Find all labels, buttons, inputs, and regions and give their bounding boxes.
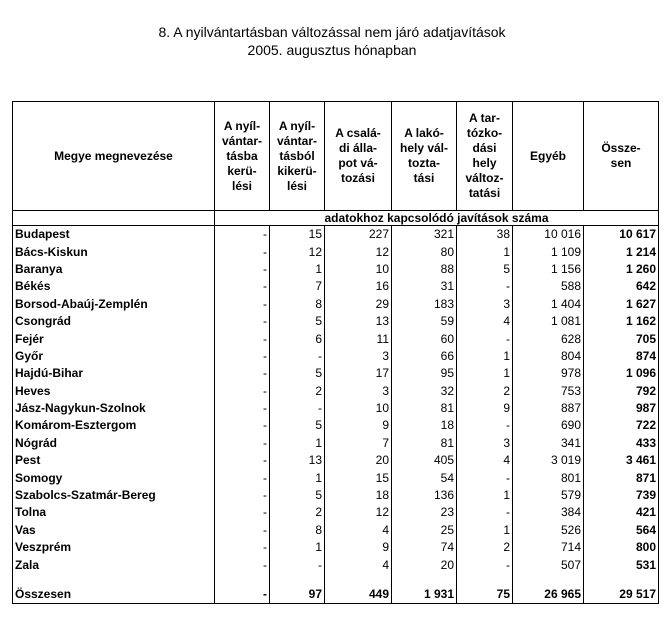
cell-family-status: 9	[325, 539, 392, 556]
cell-family-status: 9	[325, 417, 392, 434]
cell-total: 987	[584, 400, 659, 417]
cell-family-status: 3	[325, 383, 392, 400]
cell-family-status: 4	[325, 522, 392, 539]
cell-stay-change: 9	[457, 400, 513, 417]
cell-registration-exit: 5	[270, 365, 325, 382]
cell-total: 3 461	[584, 452, 659, 469]
cell-total: 421	[584, 504, 659, 521]
cell-other: 1 156	[513, 261, 584, 278]
spacer-cell	[392, 574, 457, 586]
cell-other: 579	[513, 487, 584, 504]
cell-registration-entry: -	[215, 243, 270, 260]
header-county: Megye megnevezése	[13, 102, 215, 211]
table-row	[13, 469, 659, 486]
cell-other: 628	[513, 330, 584, 347]
cell-family-status: 18	[325, 487, 392, 504]
cell-other: 714	[513, 539, 584, 556]
cell-county: Zala	[13, 556, 215, 573]
cell-other: 26 965	[513, 586, 584, 604]
cell-stay-change: 1	[457, 487, 513, 504]
cell-registration-exit: 2	[270, 383, 325, 400]
spacer-row	[13, 574, 659, 586]
cell-residence-change: 321	[392, 226, 457, 244]
cell-total: 792	[584, 383, 659, 400]
cell-residence-change: 32	[392, 383, 457, 400]
cell-total: 1 214	[584, 243, 659, 260]
cell-county: Békés	[13, 278, 215, 295]
cell-county: Pest	[13, 452, 215, 469]
table-row	[13, 487, 659, 504]
cell-registration-entry: -	[215, 383, 270, 400]
cell-registration-entry: -	[215, 261, 270, 278]
cell-residence-change: 59	[392, 313, 457, 330]
spacer-cell	[13, 574, 215, 586]
cell-family-status: 449	[325, 586, 392, 604]
cell-total: 705	[584, 330, 659, 347]
cell-other: 887	[513, 400, 584, 417]
cell-stay-change: 75	[457, 586, 513, 604]
cell-registration-entry: -	[215, 365, 270, 382]
cell-other: 10 016	[513, 226, 584, 244]
cell-county: Csongrád	[13, 313, 215, 330]
cell-registration-exit: 13	[270, 452, 325, 469]
table-body	[13, 226, 659, 604]
cell-stay-change: -	[457, 417, 513, 434]
cell-residence-change: 31	[392, 278, 457, 295]
cell-stay-change: 3	[457, 435, 513, 452]
cell-total: 433	[584, 435, 659, 452]
cell-total: 1 627	[584, 296, 659, 313]
cell-county: Komárom-Esztergom	[13, 417, 215, 434]
cell-registration-exit: 2	[270, 504, 325, 521]
header-stay-change: A tar- tózko- dási hely változ- tatási	[457, 102, 513, 211]
cell-other: 384	[513, 504, 584, 521]
cell-registration-exit: 1	[270, 435, 325, 452]
cell-family-status: 227	[325, 226, 392, 244]
cell-county: Bács-Kiskun	[13, 243, 215, 260]
table-row	[13, 435, 659, 452]
cell-total: 642	[584, 278, 659, 295]
table-row	[13, 383, 659, 400]
cell-stay-change: -	[457, 330, 513, 347]
cell-county: Heves	[13, 383, 215, 400]
cell-stay-change: -	[457, 278, 513, 295]
cell-family-status: 16	[325, 278, 392, 295]
cell-county: Borsod-Abaúj-Zemplén	[13, 296, 215, 313]
cell-residence-change: 88	[392, 261, 457, 278]
cell-county: Vas	[13, 522, 215, 539]
cell-other: 507	[513, 556, 584, 573]
cell-residence-change: 95	[392, 365, 457, 382]
cell-family-status: 12	[325, 243, 392, 260]
cell-registration-entry: -	[215, 400, 270, 417]
cell-stay-change: -	[457, 556, 513, 573]
cell-family-status: 3	[325, 348, 392, 365]
header-residence-change: A lakó- hely vál- tozta- tási	[392, 102, 457, 211]
cell-registration-entry: -	[215, 487, 270, 504]
cell-registration-exit: 1	[270, 469, 325, 486]
spacer-cell	[513, 574, 584, 586]
spacer-cell	[215, 574, 270, 586]
table-row	[13, 226, 659, 244]
cell-other: 1 109	[513, 243, 584, 260]
cell-total: 739	[584, 487, 659, 504]
cell-residence-change: 81	[392, 400, 457, 417]
cell-total: 29 517	[584, 586, 659, 604]
cell-registration-entry: -	[215, 226, 270, 244]
cell-registration-entry: -	[215, 348, 270, 365]
cell-total: 531	[584, 556, 659, 573]
cell-residence-change: 74	[392, 539, 457, 556]
cell-county: Somogy	[13, 469, 215, 486]
cell-registration-exit: 1	[270, 539, 325, 556]
cell-total: 800	[584, 539, 659, 556]
cell-stay-change: 1	[457, 348, 513, 365]
spacer-cell	[584, 574, 659, 586]
cell-registration-exit: -	[270, 400, 325, 417]
table-row	[13, 365, 659, 382]
cell-county: Szabolcs-Szatmár-Bereg	[13, 487, 215, 504]
cell-residence-change: 60	[392, 330, 457, 347]
cell-other: 1 404	[513, 296, 584, 313]
cell-family-status: 10	[325, 400, 392, 417]
cell-county: Győr	[13, 348, 215, 365]
data-table	[12, 101, 659, 604]
cell-registration-entry: -	[215, 417, 270, 434]
table-row	[13, 261, 659, 278]
cell-registration-exit: 97	[270, 586, 325, 604]
cell-registration-exit: 8	[270, 296, 325, 313]
cell-total: 10 617	[584, 226, 659, 244]
cell-registration-exit: 12	[270, 243, 325, 260]
cell-residence-change: 18	[392, 417, 457, 434]
table-row	[13, 400, 659, 417]
cell-family-status: 11	[325, 330, 392, 347]
cell-registration-exit: 5	[270, 487, 325, 504]
table-row	[13, 296, 659, 313]
cell-registration-entry: -	[215, 469, 270, 486]
cell-total: 1 162	[584, 313, 659, 330]
cell-family-status: 12	[325, 504, 392, 521]
cell-stay-change: 1	[457, 365, 513, 382]
cell-residence-change: 81	[392, 435, 457, 452]
cell-registration-entry: -	[215, 522, 270, 539]
cell-county: Hajdú-Bihar	[13, 365, 215, 382]
cell-registration-exit: 5	[270, 417, 325, 434]
cell-stay-change: 4	[457, 452, 513, 469]
header-total: Össze- sen	[584, 102, 659, 211]
cell-other: 341	[513, 435, 584, 452]
cell-registration-exit: 6	[270, 330, 325, 347]
cell-county: Baranya	[13, 261, 215, 278]
cell-county: Jász-Nagykun-Szolnok	[13, 400, 215, 417]
total-row	[13, 586, 659, 604]
cell-county: Tolna	[13, 504, 215, 521]
subheader-spacer	[13, 211, 215, 226]
cell-stay-change: 3	[457, 296, 513, 313]
cell-stay-change: -	[457, 504, 513, 521]
cell-registration-entry: -	[215, 313, 270, 330]
page-title: 8. A nyilvántartásban változással nem járó adatjavítások	[158, 24, 506, 40]
cell-county: Nógrád	[13, 435, 215, 452]
cell-family-status: 15	[325, 469, 392, 486]
cell-stay-change: 1	[457, 243, 513, 260]
table-row	[13, 452, 659, 469]
cell-county: Budapest	[13, 226, 215, 244]
cell-stay-change: 2	[457, 383, 513, 400]
cell-residence-change: 1 931	[392, 586, 457, 604]
cell-residence-change: 23	[392, 504, 457, 521]
table-row	[13, 504, 659, 521]
page-subtitle: 2005. augusztus hónapban	[247, 42, 417, 58]
cell-registration-entry: -	[215, 556, 270, 573]
subheader-label: adatokhoz kapcsolódó javítások száma	[215, 211, 659, 226]
table-row	[13, 348, 659, 365]
cell-registration-entry: -	[215, 278, 270, 295]
table-row	[13, 522, 659, 539]
cell-registration-entry: -	[215, 296, 270, 313]
header-registration-exit: A nyíl- vántar- tásból kikerü- lési	[270, 102, 325, 211]
cell-family-status: 7	[325, 435, 392, 452]
cell-family-status: 10	[325, 261, 392, 278]
cell-other: 1 081	[513, 313, 584, 330]
cell-stay-change: 1	[457, 522, 513, 539]
cell-other: 588	[513, 278, 584, 295]
cell-registration-exit: -	[270, 348, 325, 365]
cell-registration-entry: -	[215, 330, 270, 347]
cell-residence-change: 25	[392, 522, 457, 539]
cell-county: Veszprém	[13, 539, 215, 556]
cell-other: 753	[513, 383, 584, 400]
table-row	[13, 539, 659, 556]
cell-other: 801	[513, 469, 584, 486]
cell-family-status: 29	[325, 296, 392, 313]
cell-registration-entry: -	[215, 504, 270, 521]
spacer-cell	[325, 574, 392, 586]
cell-registration-exit: 5	[270, 313, 325, 330]
cell-residence-change: 136	[392, 487, 457, 504]
cell-family-status: 4	[325, 556, 392, 573]
cell-registration-entry: -	[215, 539, 270, 556]
cell-residence-change: 54	[392, 469, 457, 486]
table-row	[13, 330, 659, 347]
table-row	[13, 313, 659, 330]
cell-family-status: 17	[325, 365, 392, 382]
cell-family-status: 20	[325, 452, 392, 469]
cell-residence-change: 405	[392, 452, 457, 469]
cell-registration-exit: 8	[270, 522, 325, 539]
cell-total: 1 096	[584, 365, 659, 382]
table-row	[13, 243, 659, 260]
cell-total: 1 260	[584, 261, 659, 278]
cell-county: Összesen	[13, 586, 215, 604]
cell-family-status: 13	[325, 313, 392, 330]
table-row	[13, 417, 659, 434]
cell-residence-change: 183	[392, 296, 457, 313]
cell-other: 978	[513, 365, 584, 382]
cell-other: 526	[513, 522, 584, 539]
header-family-status: A csalá- di álla- pot vá- tozási	[325, 102, 392, 211]
cell-registration-exit: -	[270, 556, 325, 573]
spacer-cell	[270, 574, 325, 586]
spacer-cell	[457, 574, 513, 586]
header-other: Egyéb	[513, 102, 584, 211]
cell-stay-change: 38	[457, 226, 513, 244]
cell-stay-change: 4	[457, 313, 513, 330]
cell-registration-exit: 15	[270, 226, 325, 244]
cell-stay-change: 2	[457, 539, 513, 556]
cell-registration-exit: 7	[270, 278, 325, 295]
cell-other: 804	[513, 348, 584, 365]
cell-registration-exit: 1	[270, 261, 325, 278]
cell-residence-change: 20	[392, 556, 457, 573]
cell-total: 874	[584, 348, 659, 365]
cell-registration-entry: -	[215, 435, 270, 452]
cell-county: Fejér	[13, 330, 215, 347]
cell-residence-change: 80	[392, 243, 457, 260]
cell-total: 871	[584, 469, 659, 486]
header-registration-entry: A nyíl- vántar- tásba kerü- lési	[215, 102, 270, 211]
cell-stay-change: -	[457, 469, 513, 486]
cell-other: 3 019	[513, 452, 584, 469]
cell-total: 564	[584, 522, 659, 539]
cell-stay-change: 5	[457, 261, 513, 278]
cell-registration-entry: -	[215, 452, 270, 469]
cell-total: 722	[584, 417, 659, 434]
cell-residence-change: 66	[392, 348, 457, 365]
table-row	[13, 556, 659, 573]
cell-registration-entry: -	[215, 586, 270, 604]
table-row	[13, 278, 659, 295]
cell-other: 690	[513, 417, 584, 434]
